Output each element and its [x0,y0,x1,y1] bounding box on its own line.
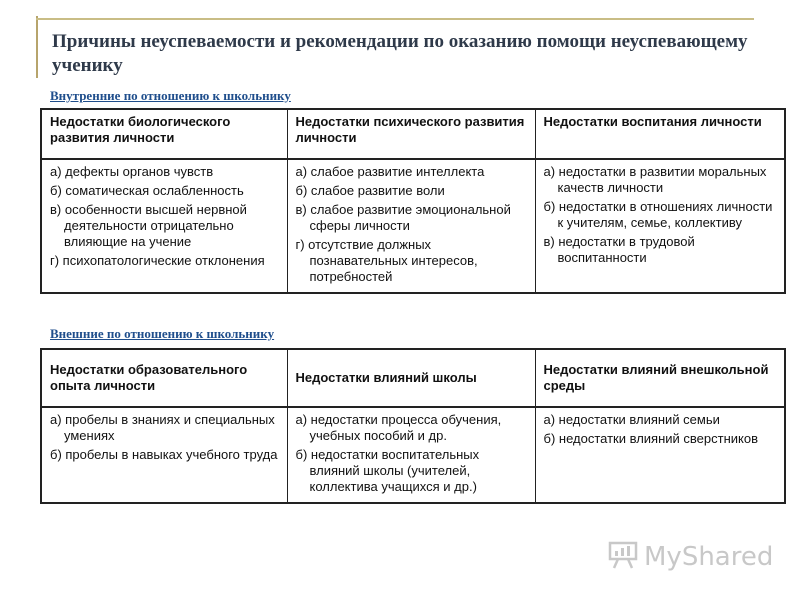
list-item: а) недостатки процесса обучения, учебных пособий и др. [295,412,502,443]
list-item: г) психопатологические отклонения [50,253,265,268]
table-cell [535,407,785,503]
table-row [41,407,785,503]
list-item: б) слабое развитие воли [295,183,445,198]
internal-causes-table [40,108,786,294]
table-header-row [41,109,785,159]
column-header-outside-environment: Недостатки влияний внешкольной среды [535,349,785,407]
decorative-vertical-line [36,16,38,78]
page-title: Причины неуспеваемости и рекомендации по оказанию помощи неуспевающему ученику [52,31,748,76]
table-cell [287,159,535,293]
table-cell [287,407,535,503]
myshared-watermark [608,539,773,574]
list-item: б) недостатки влияний сверстников [543,431,758,446]
list-item: а) недостатки в развитии моральных качеств личности [543,164,767,195]
column-header-biological: Недостатки биологического развития личности [41,109,287,159]
list-item: в) особенности высшей нервной деятельности отрицательно влияющие на учение [50,202,247,249]
column-header-educational-experience: Недостатки образовательного опыта личности [41,349,287,407]
list-item: а) дефекты органов чувств [50,164,214,179]
list-item: б) соматическая ослабленность [50,183,244,198]
list-item: б) недостатки в отношениях личности к учителям, семье, коллективу [543,199,773,230]
table-cell [41,159,287,293]
presentation-board-icon [608,539,640,574]
table-row [41,159,785,293]
list-item: г) отсутствие должных познавательных интересов, потребностей [295,237,478,284]
external-causes-table [40,348,786,504]
column-header-psychological: Недостатки психического развития личности [287,109,535,159]
table-cell [41,407,287,503]
table-cell [535,159,785,293]
decorative-horizontal-line [36,18,754,20]
table-header-row [41,349,785,407]
list-item: в) слабое развитие эмоциональной сферы личности [295,202,511,233]
column-header-school-influence: Недостатки влияний школы [287,349,535,407]
list-item: б) пробелы в навыках учебного труда [50,447,278,462]
list-item: а) слабое развитие интеллекта [295,164,485,179]
list-item: а) пробелы в знаниях и специальных умениях [50,412,275,443]
list-item: б) недостатки воспитательных влияний школы (учителей, коллектива учащихся и др.) [295,447,480,494]
watermark-text: MyShared [644,541,774,572]
column-header-upbringing: Недостатки воспитания личности [535,109,785,159]
internal-section-label: Внутренние по отношению к школьнику [50,88,291,103]
list-item: а) недостатки влияний семьи [543,412,720,427]
external-section-label: Внешние по отношению к школьнику [50,326,275,341]
list-item: в) недостатки в трудовой воспитанности [543,234,695,265]
